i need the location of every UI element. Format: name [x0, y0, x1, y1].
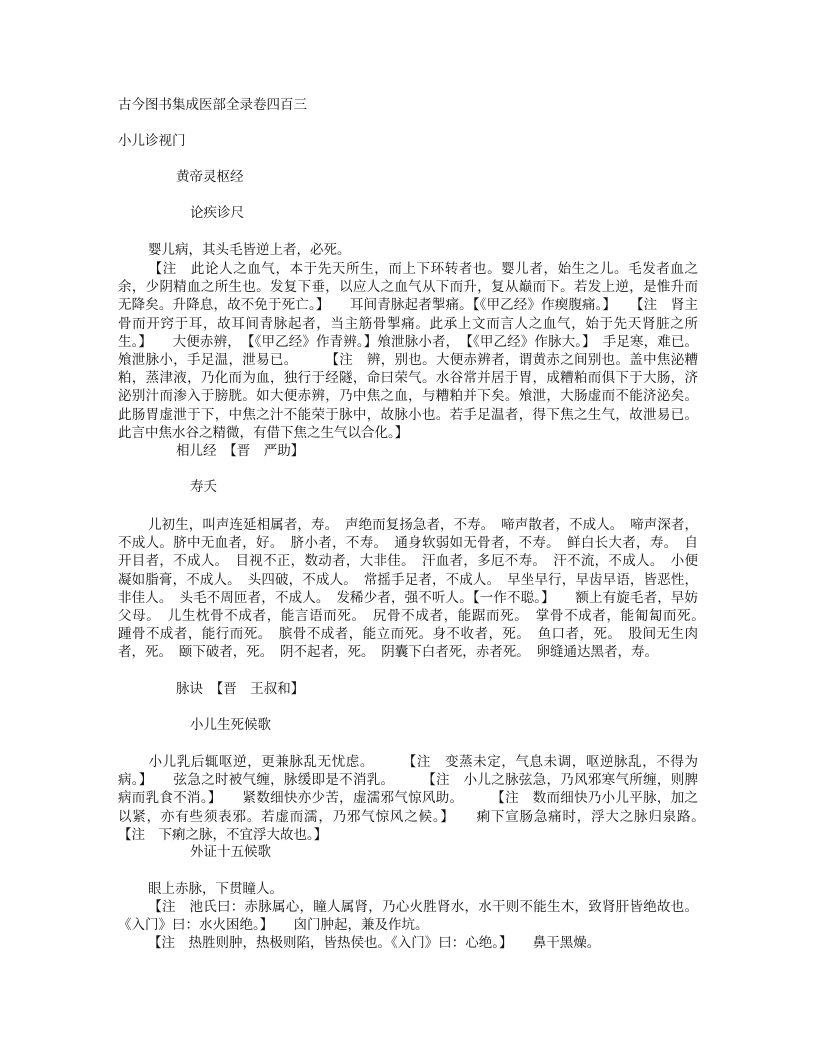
paragraph-2: 【注 此论人之血气，本于先天所生，而上下环转者也。婴儿者，始生之儿。毛发者血之余，少阴精血之所生也。发复下垂，以应人之血气从下而升，复从巅而下。若发上逆，是惟升而无降矣。升降息，故不免于死亡。】 耳间青脉起者掣痛。【《甲乙经》作瘈腹痛。】 【注 肾主骨而开窍于耳，故耳间青脉起者，当主筋骨掣痛。此承上文而言人之血气，始于先天肾脏之所生。】 大便赤辨， 【《甲乙经》作青辨。】飧泄脉小者， 【《甲乙经》作脉大。】 手足寒，难已。飧泄脉小，手足温，泄易已。 【注 辨，别也。大便赤辨者，谓黄赤之间别也。盖中焦泌糟粕，蒸津液，乃化而为血，独行于经隧，命曰荣气。水谷常并居于胃，成糟粕而俱下于大肠，济泌别汁而渗入于膀胱。如大便赤辨，乃中焦之血，与糟粕并下矣。飧泄，大肠虚而不能济泌矣。此肠胃虚泄于下，中焦之汁不能荣于脉中，故脉小也。若手足温者，得下焦之生气，故泄易已。此言中焦水谷之精微，有借下焦之生气以合化。】 [118, 261, 698, 441]
source-title-maijue: 脉诀 【晋 王叔和】 [176, 681, 305, 697]
paragraph-4: 小儿乳后辄呕逆，更兼脉乱无忧虑。 【注 变蒸未定，气息未调，呕逆脉乱，不得为病。】 弦急之时被气缠，脉缓即是不消乳。 【注 小儿之脉弦急，乃风邪寒气所缠，则脾病而乳食不消。】 紧数细快亦少苦，虚濡邪气惊风助。 【注 数而细快乃小儿平脉，加之以紧，亦有些须表邪。若虚而濡，乃邪气惊风之候。】 痢下宣肠急痛时，浮大之脉归泉路。 【注 下痢之脉，不宜浮大故也。】 [118, 754, 739, 843]
book-title: 古今图书集成医部全录卷四百三 [118, 97, 307, 113]
subtitle-lunji-zhenchi: 论疾诊尺 [190, 205, 244, 221]
section-title: 小儿诊视门 [118, 133, 186, 149]
source-title-xianger: 相儿经 【晋 严助】 [176, 443, 305, 459]
paragraph-3: 儿初生，叫声连延相属者，寿。 声绝而复扬急者，不寿。 啼声散者，不成人。 啼声深者，不成人。脐中无血者，好。 脐小者，不寿。 通身软弱如无骨者，不寿。 鲜白长大者，寿。 自开目者，不成人。 目视不正，数动者，大非佳。 汗血者，多厄不寿。 汗不流，不成人。 小便凝如脂膏，不成人。 头四破，不成人。 常摇手足者，不成人。 早坐早行，早齿早语，皆恶性，非佳人。 头毛不周匝者，不成人。 发稀少者，强不听人。【一作不聪。】 额上有旋毛者，早妨父母。 儿生枕骨不成者，能言语而死。 尻骨不成者，能踞而死。 掌骨不成者，能匍匐而死。 踵骨不成者，能行而死。 膑骨不成者，能立而死。身不收者，死。 鱼口者，死。 股间无生肉者，死。 颐下破者，死。 阴不起者，死。 阴囊下白者死，赤者死。 卵缝通达黑者，寿。 [118, 517, 712, 661]
subtitle-shouyao: 寿夭 [190, 479, 217, 495]
source-title-lingshu: 黄帝灵枢经 [176, 169, 244, 185]
paragraph-5: 眼上赤脉，下贯瞳人。 [148, 881, 283, 897]
paragraph-7: 【注 热胜则肿，热极则陷，皆热侯也。《入门》曰：心绝。】 鼻干黑燥。 [148, 935, 601, 951]
subtitle-waizheng-ge: 外证十五候歌 [190, 844, 271, 860]
paragraph-1: 婴儿病，其头毛皆逆上者，必死。 [148, 242, 351, 258]
paragraph-6: 【注 池氏曰：赤脉属心，瞳人属肾，乃心火胜肾水，水干则不能生木，致肾肝皆绝故也。《入门》曰：水火困绝。】 囟门肿起，兼及作坑。 [118, 899, 698, 934]
subtitle-shengsi-hou-ge: 小儿生死候歌 [190, 717, 271, 733]
